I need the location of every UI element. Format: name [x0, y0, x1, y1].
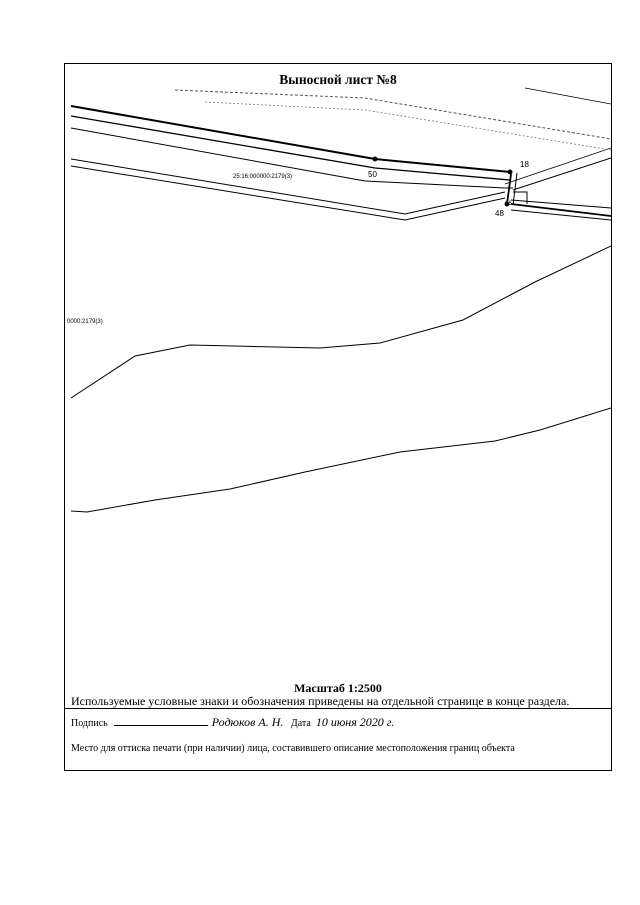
signature-line: [114, 716, 208, 726]
parcel-label-2: 0000:2179(3): [67, 319, 103, 325]
point-18: [508, 170, 513, 175]
contour-line-2: [71, 408, 611, 512]
thin-line-top: [525, 88, 611, 104]
boundary-map: [65, 64, 611, 676]
dashed-line-2: [205, 102, 611, 150]
point-label-18: 18: [520, 160, 529, 169]
date-label: Дата: [290, 718, 311, 729]
point-label-50: 50: [368, 170, 377, 179]
signature-label: Подпись: [71, 718, 108, 729]
contour-line-1: [71, 246, 611, 398]
signature-row: [71, 715, 394, 730]
right-line-3: [511, 200, 611, 208]
point-label-16: 16: [505, 201, 512, 207]
parcel-label-1: 25:16:000000:2179(3): [233, 174, 293, 180]
point-50: [373, 157, 378, 162]
point-label-48: 48: [495, 209, 504, 218]
stamp-note: Место для оттиска печати (при наличии) лица, составившего описание местоположения границ объекта: [71, 743, 515, 754]
signer-name: Родюков А. Н.: [211, 715, 284, 729]
footer-divider: [65, 708, 611, 709]
sheet-title: Выносной лист №8: [279, 72, 397, 87]
scale-label: Масштаб 1:2500: [294, 681, 382, 695]
boundary-line-thick: [71, 106, 510, 172]
boundary-sheet: [64, 63, 612, 771]
boundary-line-2: [71, 116, 510, 180]
box-right: [513, 192, 527, 204]
legend-note: Используемые условные знаки и обозначения приведены на отдельной странице в конце раздела.: [71, 694, 570, 708]
segment-18-48: [507, 174, 511, 204]
right-line-1: [511, 204, 611, 216]
date-value: 10 июня 2020 г.: [315, 715, 395, 729]
